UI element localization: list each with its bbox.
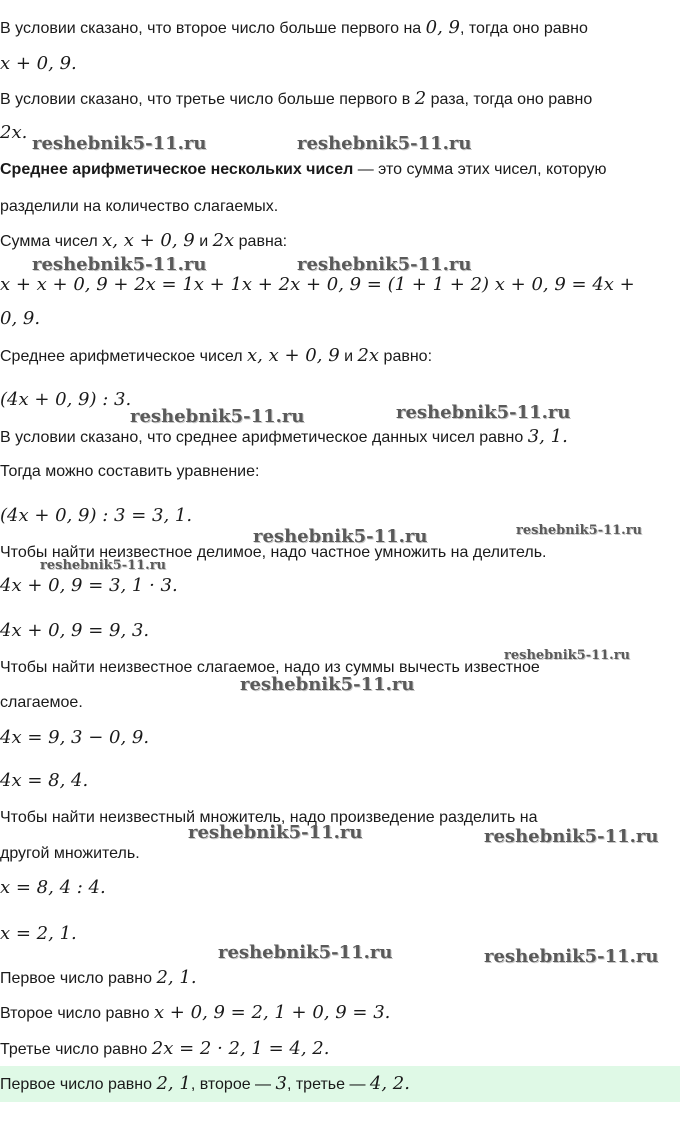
text-segment: Третье число равно: [0, 1041, 152, 1058]
text-segment: , третье —: [286, 1076, 370, 1093]
text-segment: другой множитель.: [0, 845, 140, 862]
watermark: reshebnik5-11.ru: [516, 523, 643, 538]
watermark: reshebnik5-11.ru: [130, 406, 305, 427]
math-line: [0, 309, 40, 330]
text-segment: и: [339, 348, 358, 365]
math-line: [0, 123, 27, 144]
math-expression: 2x: [357, 345, 380, 366]
math-expression: 3, 1.: [527, 426, 568, 447]
text-segment: Тогда можно составить уравнение:: [0, 463, 260, 480]
text-line: [0, 231, 287, 252]
math-expression: 4x = 9, 3 − 0, 9.: [0, 727, 150, 748]
text-line: [0, 844, 140, 864]
math-line: [0, 506, 192, 527]
text-line: [0, 197, 278, 217]
math-expression: 0, 9.: [0, 308, 41, 329]
answer-box: [0, 1066, 680, 1102]
text-line: [0, 968, 197, 989]
math-expression: x, x + 0, 9: [102, 230, 195, 251]
math-expression: 4x + 0, 9 = 9, 3.: [0, 620, 150, 641]
math-expression: (4x + 0, 9) : 3 = 3, 1.: [0, 505, 193, 526]
text-line: [0, 693, 83, 713]
definition-line: [0, 160, 607, 180]
text-line: [0, 1039, 329, 1060]
watermark: reshebnik5-11.ru: [32, 133, 207, 154]
math-expression: 2: [414, 88, 427, 109]
answer-line: [0, 1074, 410, 1095]
math-line: [0, 878, 106, 899]
text-segment: , тогда оно равно: [460, 20, 588, 37]
text-segment: слагаемое.: [0, 694, 83, 711]
math-expression: 3: [275, 1073, 287, 1094]
math-expression: 2x.: [0, 122, 28, 143]
watermark: reshebnik5-11.ru: [240, 674, 415, 695]
math-line: [0, 924, 77, 945]
watermark: reshebnik5-11.ru: [297, 254, 472, 275]
math-line: [0, 390, 131, 411]
watermark: reshebnik5-11.ru: [40, 558, 167, 573]
math-expression: 2, 1.: [156, 967, 197, 988]
text-line: [0, 462, 259, 482]
text-line: [0, 346, 432, 367]
text-line: [0, 427, 568, 448]
text-segment: равно:: [379, 348, 433, 365]
text-segment: , второе —: [190, 1076, 276, 1093]
math-line: [0, 621, 149, 642]
math-expression: x = 8, 4 : 4.: [0, 877, 106, 898]
text-line: [0, 1003, 390, 1024]
math-expression: 4x + 0, 9 = 3, 1 · 3.: [0, 575, 178, 596]
math-expression: 2, 1: [156, 1073, 191, 1094]
bold-term: Среднее арифметическое нескольких чисел: [0, 161, 354, 178]
math-line: [0, 576, 178, 597]
math-expression: x + 0, 9 = 2, 1 + 0, 9 = 3.: [153, 1002, 391, 1023]
text-segment: — это сумма этих чисел, которую: [353, 161, 607, 178]
text-segment: разделили на количество слагаемых.: [0, 198, 279, 215]
text-line: [0, 18, 588, 39]
text-segment: и: [194, 233, 213, 250]
math-expression: x, x + 0, 9: [247, 345, 340, 366]
math-expression: 0, 9: [425, 17, 461, 38]
math-expression: 4x = 8, 4.: [0, 770, 89, 791]
text-segment: В условии сказано, что второе число больше первого на: [0, 20, 426, 37]
watermark: reshebnik5-11.ru: [396, 402, 571, 423]
math-expression: 2x: [212, 230, 235, 251]
watermark: reshebnik5-11.ru: [504, 648, 631, 663]
math-expression: x + x + 0, 9 + 2x = 1x + 1x + 2x + 0, 9 = (1 + 1 + 2) x + 0, 9 = 4x +: [0, 274, 635, 295]
math-line: [0, 275, 635, 296]
text-segment: равна:: [234, 233, 288, 250]
text-segment: В условии сказано, что третье число больше первого в: [0, 91, 415, 108]
watermark: reshebnik5-11.ru: [484, 826, 659, 847]
watermark: reshebnik5-11.ru: [218, 942, 393, 963]
math-line: [0, 771, 88, 792]
text-segment: раза, тогда оно равно: [426, 91, 593, 108]
text-segment: Чтобы найти неизвестное слагаемое, надо из суммы вычесть известное: [0, 659, 540, 676]
watermark: reshebnik5-11.ru: [188, 822, 363, 843]
text-line: [0, 89, 592, 110]
math-line: [0, 54, 77, 75]
watermark: reshebnik5-11.ru: [253, 526, 428, 547]
watermark: reshebnik5-11.ru: [484, 946, 659, 967]
math-expression: x + 0, 9.: [0, 53, 77, 74]
text-segment: Чтобы найти неизвестное делимое, надо частное умножить на делитель.: [0, 544, 547, 561]
text-segment: Первое число равно: [0, 970, 157, 987]
text-segment: Среднее арифметическое чисел: [0, 348, 248, 365]
text-segment: Сумма чисел: [0, 233, 103, 250]
watermark: reshebnik5-11.ru: [297, 133, 472, 154]
math-line: [0, 728, 149, 749]
math-expression: 2x = 2 · 2, 1 = 4, 2.: [151, 1038, 330, 1059]
math-expression: 4, 2.: [369, 1073, 410, 1094]
math-expression: (4x + 0, 9) : 3.: [0, 389, 132, 410]
math-expression: x = 2, 1.: [0, 923, 77, 944]
watermark: reshebnik5-11.ru: [32, 254, 207, 275]
text-segment: Второе число равно: [0, 1005, 154, 1022]
text-segment: Чтобы найти неизвестный множитель, надо произведение разделить на: [0, 809, 538, 826]
text-segment: Первое число равно: [0, 1076, 157, 1093]
text-segment: В условии сказано, что среднее арифметическое данных чисел равно: [0, 429, 528, 446]
